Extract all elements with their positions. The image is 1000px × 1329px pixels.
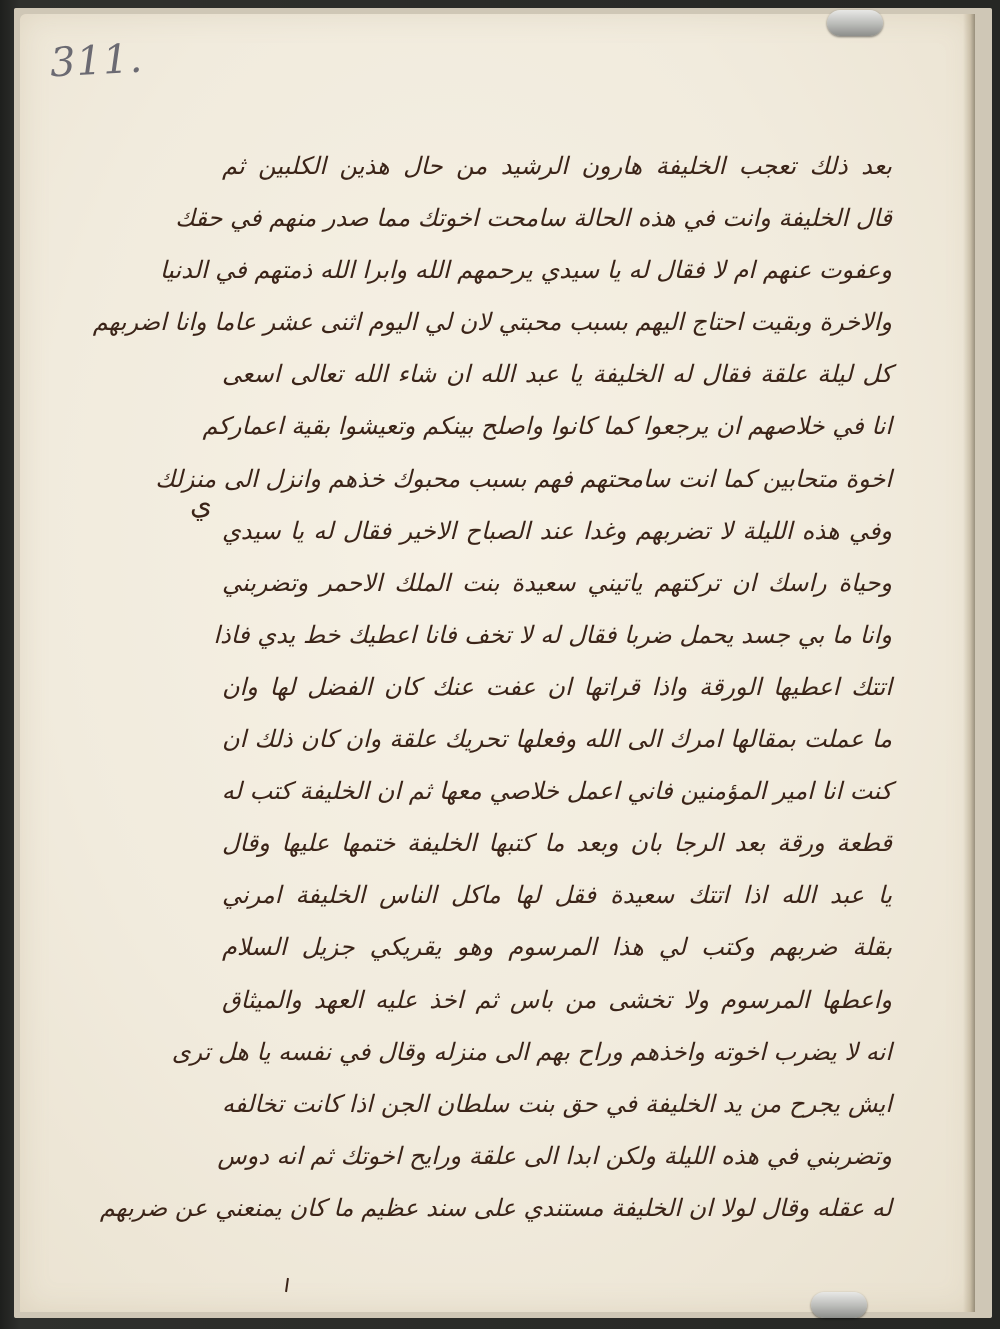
text-line: بعد ذلك تعجب الخليفة هارون الرشيد من حال هذين الكلبين ثم <box>222 152 892 180</box>
text-line: يا عبد الله اذا اتتك سعيدة فقل لها ماكل الناس الخليفة امرني <box>222 881 893 910</box>
text-line: اخوة متحابين كما انت سامحتهم فهم بسبب محبوك خذهم وانزل الى منزلك <box>155 464 892 493</box>
binder-clip-top <box>827 10 883 36</box>
text-line: انه لا يضرب اخوته واخذهم وراح بهم الى منزله وقال في نفسه يا هل ترى <box>171 1037 892 1066</box>
folio-number: 311. <box>48 35 145 87</box>
text-line: وانا ما بي جسد يحمل ضربا فقال له لا تخف فانا اعطيك خط يدي فاذا <box>213 620 892 649</box>
text-line: واعطها المرسوم ولا تخشى من باس ثم اخذ عليه العهد والميثاق <box>222 985 892 1014</box>
text-line: قال الخليفة وانت في هذه الحالة سامحت اخوتك مما صدر منهم في حقك <box>175 204 892 233</box>
text-line: والاخرة وبقيت احتاج اليهم بسبب محبتي لان لي اليوم اثنى عشر عاما وانا اضربهم <box>92 308 892 337</box>
text-line: له عقله وقال لولا ان الخليفة مستندي على سند عظيم ما كان يمنعني عن ضربهم <box>99 1193 892 1222</box>
text-line: انا في خلاصهم ان يرجعوا كما كانوا واصلح بينكم وتعيشوا بقية اعماركم <box>202 412 892 441</box>
manuscript-text-block <box>92 140 893 1222</box>
text-line: وعفوت عنهم ام لا فقال له يا سيدي يرحمهم الله وابرا الله ذمتهم في الدنيا <box>159 256 892 285</box>
text-line: كل ليلة علقة فقال له الخليفة يا عبد الله ان شاء الله تعالى اسعى <box>222 360 892 389</box>
text-line: وحياة راسك ان تركتهم ياتيني سعيدة بنت الملك الاحمر وتضربني <box>222 568 892 597</box>
text-line: وتضربني في هذه الليلة ولكن ابدا الى علقة ورايح اخوتك ثم انه دوس <box>217 1141 892 1170</box>
text-line: بقلة ضربهم وكتب لي هذا المرسوم وهو يقريكي جزيل السلام <box>222 933 892 962</box>
text-line: اتتك اعطيها الورقة واذا قراتها ان عفت عنك كان الفضل لها وان <box>222 672 892 701</box>
binder-clip-bottom <box>811 1292 867 1318</box>
margin-note: ي <box>190 488 212 521</box>
page-edge <box>963 14 975 1312</box>
text-line: كنت انا امير المؤمنين فاني اعمل خلاصي معها ثم ان الخليفة كتب له <box>221 777 892 806</box>
text-line: وفي هذه الليلة لا تضربهم وغدا عند الصباح الاخير فقال له يا سيدي <box>222 516 892 545</box>
text-line: ما عملت بمقالها امرك الى الله وفعلها تحريك علقة وان كان ذلك ان <box>222 725 892 754</box>
text-line: ايش يجرح من يد الخليفة في حق بنت سلطان الجن اذا كانت تخالفه <box>222 1089 892 1118</box>
text-line: قطعة ورقة بعد الرجا بان وبعد ما كتبها الخليفة ختمها عليها وقال <box>222 829 892 858</box>
